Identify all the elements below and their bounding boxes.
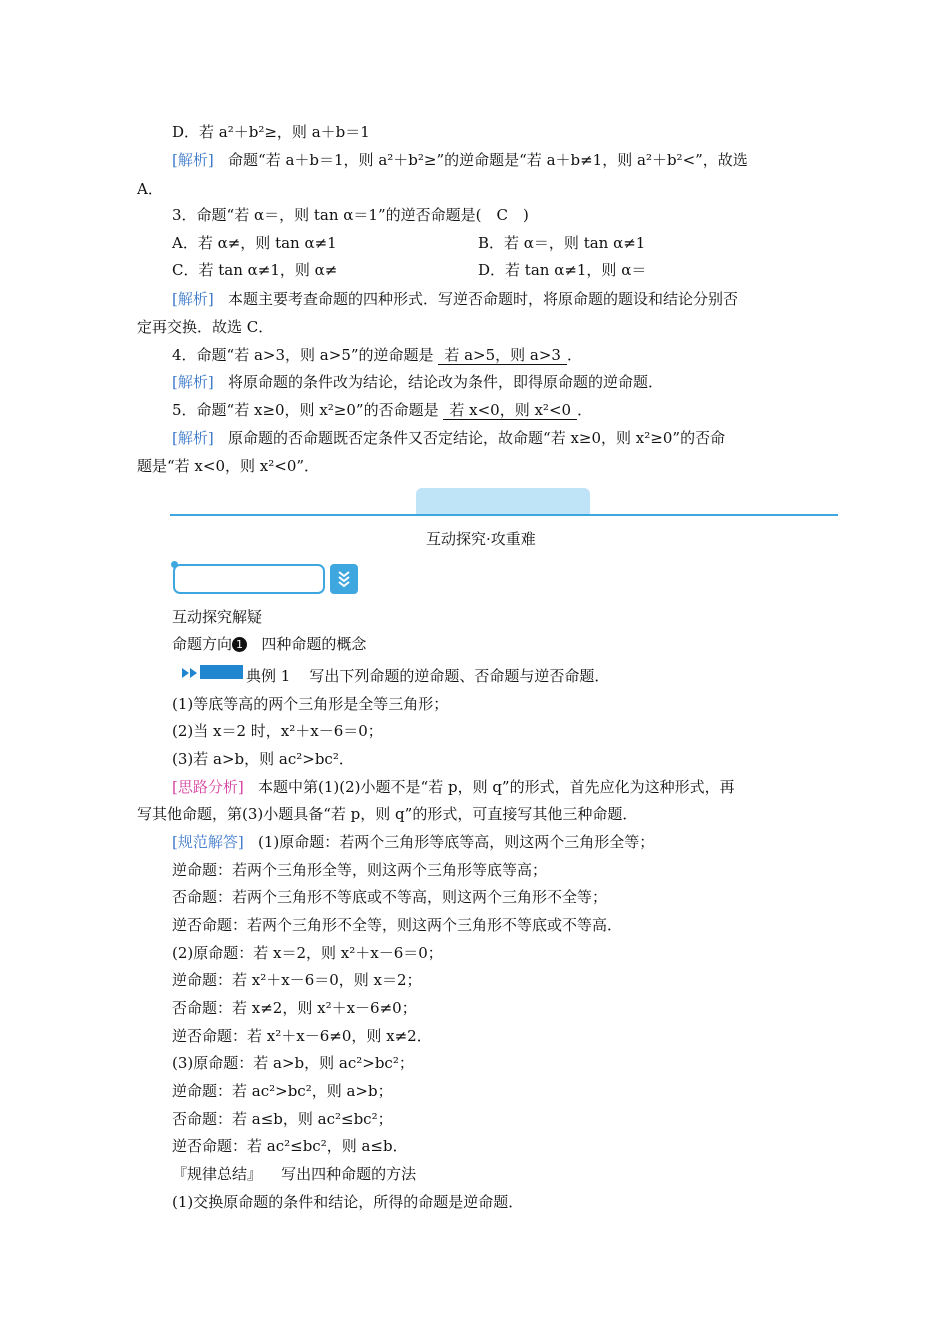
analysis-text: 将原命题的条件改为结论，结论改为条件，即得原命题的逆命题．: [228, 373, 664, 391]
solution-line: 否命题：若两个三角形不等底或不等高，则这两个三角形不全等；: [172, 888, 608, 906]
direction-title: 四种命题的概念: [261, 635, 367, 653]
analysis-label: [思路分析]: [172, 778, 244, 796]
section-subtitle: 互动探究解疑: [172, 608, 263, 626]
solution-line: 逆命题：若 ac²>bc²，则 a>b；: [172, 1082, 393, 1100]
q4-answer: 若 a>5，则 a>3: [438, 347, 567, 365]
analysis-label: [解析]: [172, 429, 214, 447]
summary-title: 写出四种命题的方法: [281, 1165, 417, 1183]
solution-line: (2)原命题：若 x＝2，则 x²＋x－6＝0；: [172, 944, 443, 962]
q5-analysis: [172, 428, 725, 448]
analysis-label: [解析]: [172, 373, 214, 391]
direction-number-badge: 1: [232, 637, 247, 652]
q2-option-d: D．若 a²＋b²≥，则 a＋b＝1: [172, 123, 370, 141]
summary-line-1: (1)交换原命题的条件和结论，所得的命题是逆命题．: [172, 1193, 524, 1211]
q3-option-d: D．若 tan α≠1，则 α＝: [478, 261, 647, 279]
direction-prefix: 命题方向: [172, 635, 233, 653]
analysis-text: 本题中第(1)(2)小题不是“若 p，则 q”的形式，首先应化为这种形式，再: [258, 778, 735, 796]
solution-line: (1)原命题：若两个三角形等底等高，则这两个三角形全等；: [258, 833, 655, 851]
q2-analysis-cont: A．: [137, 180, 163, 198]
solution-line: 逆命题：若两个三角形全等，则这两个三角形等底等高；: [172, 861, 548, 879]
summary-heading: [172, 1164, 416, 1184]
q3-option-b: B．若 α＝，则 tan α≠1: [478, 234, 646, 252]
analysis-label: [解析]: [172, 151, 214, 169]
solution-line: 逆命题：若 x²＋x－6＝0，则 x＝2；: [172, 971, 422, 989]
section-title: 互动探究·攻重难: [426, 530, 536, 548]
solution-label: [规范解答]: [172, 833, 244, 851]
analysis-text: 原命题的否命题既否定条件又否定结论，故命题“若 x≥0，则 x²≥0”的否命: [228, 429, 726, 447]
q5-analysis-cont: 题是“若 x<0，则 x²<0”．: [137, 457, 320, 475]
q4-stem-line: [172, 345, 582, 365]
solution-line: 逆否命题：若 ac²≤bc²，则 a≤b．: [172, 1137, 408, 1155]
example-badge-bar: [200, 665, 243, 679]
fast-forward-icon: [182, 667, 200, 679]
q5-tail: ．: [577, 401, 593, 419]
q3-stem: 3．命题“若 α＝，则 tan α＝1”的逆否命题是( C ): [172, 206, 529, 224]
solution-first-line: [172, 832, 654, 852]
q4-stem: 4．命题“若 a>3，则 a>5”的逆命题是: [172, 346, 434, 364]
analysis-label: [解析]: [172, 290, 214, 308]
q5-answer: 若 x<0，则 x²<0: [443, 402, 577, 420]
analysis-text: 命题“若 a＋b＝1，则 a²＋b²≥”的逆命题是“若 a＋b≠1，则 a²＋b²<”，故选: [228, 151, 748, 169]
analysis-block: [172, 777, 735, 797]
example-prompt: 写出下列命题的逆命题、否命题与逆否命题．: [309, 667, 610, 685]
section-divider-line: [170, 514, 838, 516]
solution-line: 否命题：若 a≤b，则 ac²≤bc²；: [172, 1110, 393, 1128]
analysis-cont: 写其他命题，第(3)小题具备“若 p，则 q”的形式，可直接写其他三种命题．: [137, 805, 638, 823]
direction-heading: [172, 634, 366, 654]
example-item-2: (2)当 x＝2 时，x²＋x－6＝0；: [172, 722, 383, 740]
q4-tail: ．: [566, 346, 582, 364]
q4-analysis: [172, 372, 663, 392]
q2-analysis: [172, 150, 748, 170]
q3-option-c: C．若 tan α≠1，则 α≠: [172, 261, 338, 279]
example-label: 典例 1: [246, 667, 291, 685]
solution-line: (3)原命题：若 a>b，则 ac²>bc²；: [172, 1054, 414, 1072]
example-heading: [246, 666, 609, 686]
q3-analysis: [172, 289, 738, 309]
double-chevron-down-icon: [330, 564, 358, 594]
analysis-text: 本题主要考查命题的四种形式．写逆否命题时，将原命题的题设和结论分别否: [228, 290, 739, 308]
example-item-3: (3)若 a>b，则 ac²>bc²．: [172, 750, 354, 768]
section-label-frame: [173, 564, 325, 594]
q5-stem: 5．命题“若 x≥0，则 x²≥0”的否命题是: [172, 401, 439, 419]
example-item-1: (1)等底等高的两个三角形是全等三角形；: [172, 695, 449, 713]
q3-analysis-cont: 定再交换．故选 C．: [137, 318, 274, 336]
summary-label: 『规律总结』: [172, 1165, 263, 1183]
solution-line: 逆否命题：若两个三角形不全等，则这两个三角形不等底或不等高．: [172, 916, 623, 934]
section-divider-tab: [416, 488, 590, 514]
solution-line: 逆否命题：若 x²＋x－6≠0，则 x≠2．: [172, 1027, 432, 1045]
q3-option-a: A．若 α≠，则 tan α≠1: [172, 234, 337, 252]
q5-stem-line: [172, 400, 592, 420]
solution-line: 否命题：若 x≠2，则 x²＋x－6≠0；: [172, 999, 417, 1017]
